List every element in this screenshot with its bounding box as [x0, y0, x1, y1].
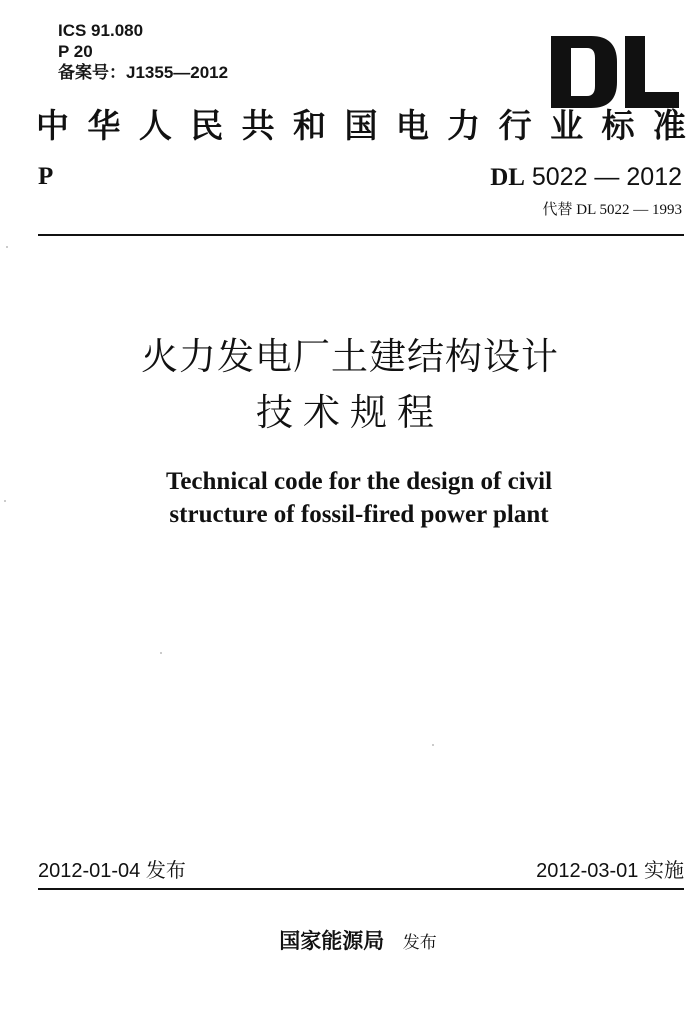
dl-logo-icon: [551, 36, 679, 108]
ics-code: ICS 91.080: [58, 21, 144, 40]
title-char: 标: [601, 106, 635, 145]
bottom-divider: [38, 888, 684, 890]
title-char: 力: [447, 106, 481, 145]
title-char: 和: [293, 106, 327, 145]
top-divider: [38, 234, 684, 236]
scan-speck: [4, 500, 6, 502]
category-letter: P: [38, 163, 54, 190]
implementation-date: 2012-03-01 实施: [536, 860, 684, 882]
classification-block: [58, 20, 228, 83]
scan-speck: [6, 246, 8, 248]
title-char: 共: [241, 106, 275, 145]
scan-speck: [432, 744, 434, 746]
title-char: 准: [652, 106, 686, 145]
title-char: 华: [87, 106, 121, 145]
title-char: 民: [190, 106, 224, 145]
publish-date: 2012-01-04 发布: [38, 860, 186, 882]
standard-prefix: DL: [490, 164, 525, 191]
document-title-en-line2: structure of fossil-fired power plant: [169, 501, 549, 528]
scan-speck: [160, 652, 162, 654]
title-char: 电: [395, 106, 429, 145]
standard-number-value: 5022 — 2012: [531, 163, 682, 191]
standard-number: [490, 162, 682, 193]
title-char: 人: [138, 106, 172, 145]
publisher-action: 发布: [402, 933, 437, 953]
filing-number: 备案号：J1355—2012: [58, 63, 229, 82]
title-char: 国: [344, 106, 378, 145]
publisher-line: [0, 926, 700, 956]
title-char: 行: [498, 106, 532, 145]
title-char: 业: [550, 106, 584, 145]
document-title-en-line1: Technical code for the design of civil: [165, 468, 553, 495]
document-title-cn-line1: 火力发电厂土建结构设计: [141, 335, 559, 378]
document-title-cn-line2: 技术规程: [256, 391, 444, 434]
publisher-organization: 国家能源局: [279, 928, 385, 953]
category-code: P 20: [58, 42, 93, 61]
title-char: 中: [36, 106, 69, 145]
industry-standard-title: [36, 104, 686, 148]
replaces-standard: 代替 DL 5022 — 1993: [542, 202, 682, 218]
